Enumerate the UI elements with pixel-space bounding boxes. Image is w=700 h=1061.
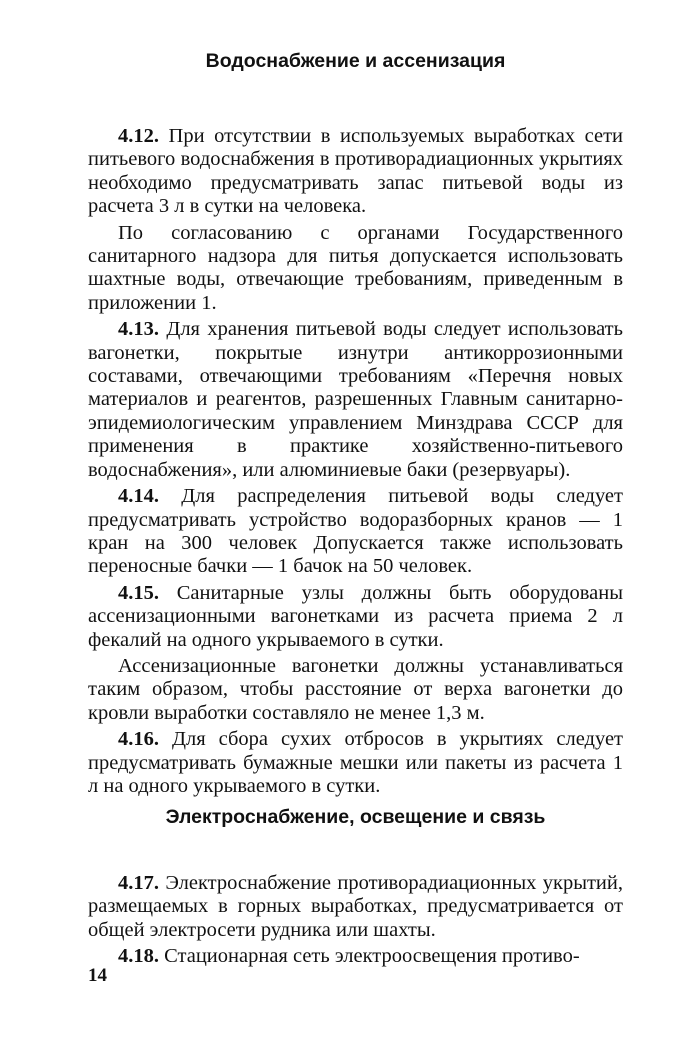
paragraph-text: Электроснабжение противорадиационных укрытий, размещаемых в горных выработках, предусматривается от общей электросети рудника или шахты. [88, 872, 623, 941]
clause-number: 4.17. [118, 872, 159, 894]
paragraph-4-14 [88, 485, 623, 579]
paragraph-text: По согласованию с органами Государственного санитарного надзора для питья допускается использовать шахтные воды, отвечающие требованиям, приведенным в приложении 1. [88, 221, 623, 314]
clause-number: 4.14. [118, 485, 159, 508]
paragraph-4-18 [88, 945, 623, 968]
section-power-body [88, 872, 623, 972]
clause-number: 4.12. [118, 125, 159, 147]
clause-number: 4.13. [118, 318, 159, 341]
paragraph-text: При отсутствии в используемых выработках сети питьевого водоснабжения в противорадиационных укрытиях необходимо предусматривать запас питьевой воды из расчета 3 л в сутки на человека. [88, 125, 623, 218]
paragraph-text: Для хранения питьевой воды следует использовать вагонетки, покрытые изнутри антикоррозионными составами, отвечающими требованиям «Перечня новых материалов и реагентов, разрешенных Главным санитарно-эпидемиологическим управлением Минздрава СССР для применения в практике хозяйственно-питьевого водоснабжения», или алюминиевые баки (резервуары). [88, 318, 623, 481]
paragraph-text: Санитарные узлы должны быть оборудованы ассенизационными вагонетками из расчета приема 2 л фекалий на одного укрываемого в сутки. [88, 581, 623, 651]
paragraph-4-13 [88, 318, 623, 482]
clause-number: 4.16. [118, 728, 159, 751]
paragraph-4-17 [88, 872, 623, 942]
clause-number: 4.15. [118, 581, 159, 604]
paragraph-text: Для сбора сухих отбросов в укрытиях следует предусматривать бумажные мешки или пакеты из расчета 1 л на одного укрываемого в сутки. [88, 728, 623, 797]
paragraph-text: Стационарная сеть электроосвещения противо- [159, 945, 580, 968]
section-water-body [88, 125, 623, 801]
clause-number: 4.18. [118, 945, 159, 968]
section-title-water: Водоснабжение и ассенизация [205, 50, 506, 72]
paragraph-4-15 [88, 582, 623, 652]
paragraph-text: Ассенизационные вагонетки должны устанавливаться таким образом, чтобы расстояние от верха вагонетки до кровли выработки составляло не менее 1,3 м. [88, 654, 623, 724]
page-number: 14 [88, 965, 107, 986]
section-title-power: Электроснабжение, освещение и связь [165, 806, 546, 828]
paragraph-4-15-cont [88, 655, 623, 725]
paragraph-4-16 [88, 728, 623, 798]
paragraph-text: Для распределения питьевой воды следует предусматривать устройство водоразборных кранов — 1 кран на 300 человек Допускается также использовать переносные бачки — 1 бачок на 50 человек. [88, 485, 623, 578]
paragraph-4-12-cont [88, 222, 623, 316]
paragraph-4-12 [88, 125, 623, 219]
